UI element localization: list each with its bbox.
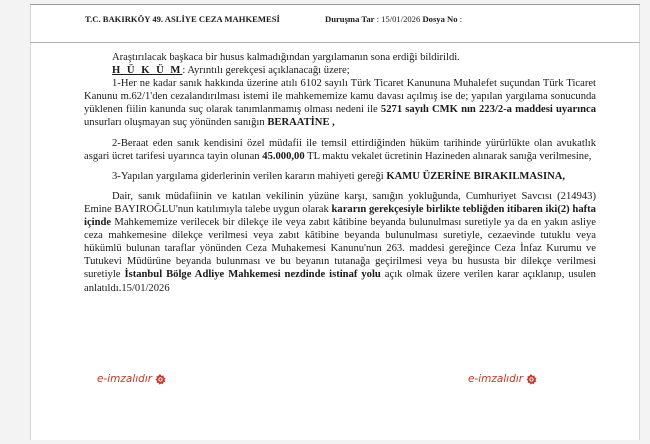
p4-text-a: Dair, sanık müdafiinin ve katılan vekilinin yüzüne karşı, sanığın yokluğunda, Cumhuriyet Savcısı (214943) Emine BAYIROĞLU'nun katılımıyla talebe uygun olarak [84, 190, 596, 215]
e-signature-left [97, 373, 166, 385]
paragraph-1 [84, 77, 596, 129]
p1-bold-a: 5271 sayılı CMK nın 223/2-a maddesi uyarınca [380, 104, 596, 116]
spacer [84, 130, 596, 137]
spacer [84, 183, 596, 190]
hukum-word: H Ü K Ü M [112, 65, 183, 77]
p4-bold-b: İstanbul Bölge Adliye Mahkemesi nezdinde istinaf yolu [124, 269, 381, 281]
p2-text-b: TL maktu vekalet ücretinin Hazineden alınarak sanığa verilmesine, [304, 150, 592, 162]
file-label: Dosya No [422, 14, 458, 24]
p4-text-b: Mahkememize verilecek bir dilekçe ile veya zabıt kâtibine beyanda bulunulması suretiyle ya da en yakın asliye ceza mahkemesine dilekçe verilmesi veya zabıt kâtibine beyanda bulunulması suretiyle, cezaevinde tutuklu veya hükümlü bulunan taraflar yönünden Ceza Muhakemesi Kanunu'nun 263. maddesi gereğince Ceza İnfaz Kurumu ve Tutukevi Müdürüne beyanda bulunması ve bu beyanın tutanağa geçirilmesi veya bu hususta bir dilekçe verilmesi suretiyle [84, 217, 596, 281]
paragraph-4 [84, 190, 596, 295]
intro-paragraph: Araştırılacak başkaca bir husus kalmadığından yargılamanın sona erdiği bildirildi. [112, 52, 460, 63]
p1-text-a: 1-Her ne kadar sanık hakkında üzerine atılı 6102 sayılı Türk Ticaret Kanununa Muhalefet suçundan Türk Ticaret Kanunu m.62/1'den cezalandırılması istemi ile mahkememize kamu davası açılmış ise de; yapılan yargılama sonucunda yüklenen fiilin kanunda suç olarak tanımlanmamış olması nedeni ile [84, 78, 596, 116]
hukum-rest: : Ayrıntılı gerekçesi açıklanacağı üzere; [182, 65, 350, 77]
decision-body [84, 51, 596, 295]
hearing-info [325, 14, 462, 24]
p4-text-c: açık olmak üzere verilen karar açıklanıp, usulen anlatıldı.15/01/2026 [84, 269, 596, 294]
p4-bold-a: kararın gerekçesiyle birlikte tebliğden itibaren iki(2) hafta içinde [84, 203, 596, 229]
court-name: T.C. BAKIRKÖY 49. ASLİYE CEZA MAHKEMESİ [85, 14, 280, 24]
p3-bold: KAMU ÜZERİNE BIRAKILMASINA, [386, 170, 566, 182]
hearing-label: Duruşma Tar [325, 14, 375, 24]
spacer [84, 163, 596, 170]
p1-bold-b: BERAATİNE , [267, 117, 335, 129]
p1-text-b: unsurları oluşmayan suç yönünden sanığın [84, 117, 268, 129]
p3-text-a: 3-Yapılan yargılama giderlerinin verilen kararın mahiyeti gereği [112, 170, 387, 182]
seal-icon [155, 374, 166, 385]
header-rule [30, 42, 640, 43]
p2-bold: 45.000,00 [262, 150, 305, 162]
hukum-heading [84, 64, 596, 77]
hearing-date: : 15/01/2026 [376, 14, 421, 24]
signature-label: e-imzalıdır [468, 373, 524, 385]
signature-label: e-imzalıdır [97, 373, 153, 385]
seal-icon [526, 374, 537, 385]
paragraph-3 [84, 170, 596, 183]
p2-text-a: 2-Beraat eden sanık kendisini özel müdafii ile temsil ettirdiğinden hüküm tarihinde yürürlükte olan avukatlık asgari ücret tarifesi uyarınca tayin olunan [84, 137, 596, 162]
top-rule [30, 4, 640, 5]
file-value: : [459, 14, 463, 24]
e-signature-right [468, 373, 537, 385]
paragraph-2 [84, 137, 596, 163]
